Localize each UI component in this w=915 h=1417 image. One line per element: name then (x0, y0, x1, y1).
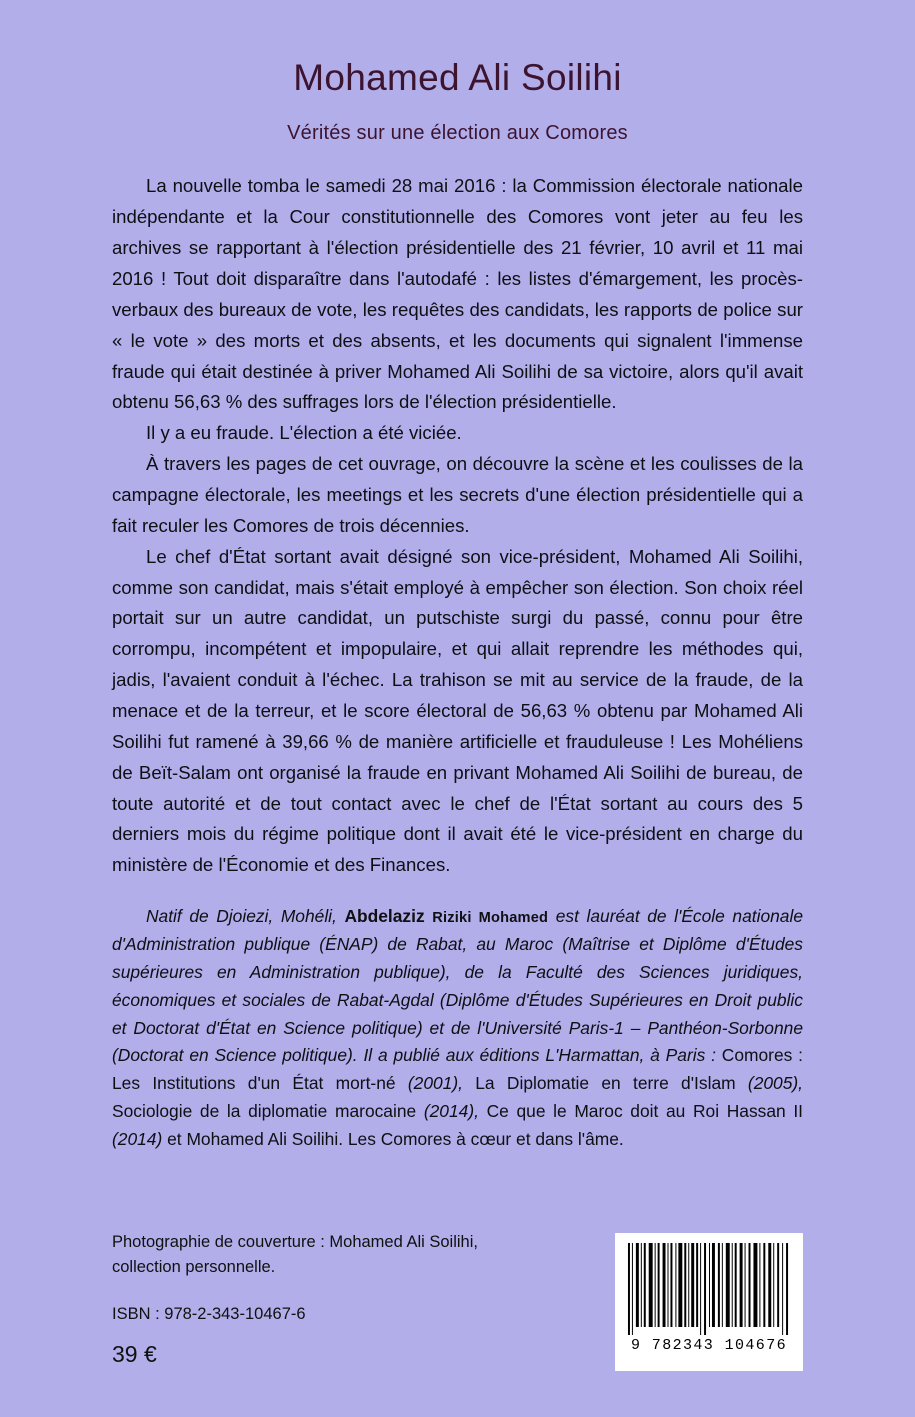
bio-continuation: est lauréat de l'École nationale d'Administration publique (ÉNAP) de Rabat, au Maroc (Maîtrise et Diplôme d'Études supérieures en Administration publique), de la Faculté des Sciences juridiques, économiques et sociales de Rabat-Agdal (Diplôme d'Études Supérieures en Droit public et Doctorat d'État en Science politique) et de l'Université Paris-1 – Panthéon-Sorbonne (Doctorat en Science politique). Il a publié aux éditions L'Harmattan, à Paris : (112, 906, 803, 1066)
cover-photo-credit-line2: collection personnelle. (112, 1258, 276, 1276)
blurb-paragraph: La nouvelle tomba le samedi 28 mai 2016 : la Commission électorale nationale indépendante et la Cour constitutionnelle des Comores vont jeter au feu les archives se rapportant à l'élection présidentielle des 21 février, 10 avril et 11 mai 2016 ! Tout doit disparaître dans l'autodafé : les listes d'émargement, les procès-verbaux des bureaux de vote, les requêtes des candidats, les rapports de police sur « le vote » des morts et des absents, et les documents qui signalent l'immense fraude qui était destinée à priver Mohamed Ali Soilihi de sa victoire, alors qu'il avait obtenu 56,63 % des suffrages lors de l'élection présidentielle. (112, 175, 803, 413)
work-year: (2005), (735, 1073, 804, 1094)
blurb-text (112, 171, 803, 881)
work-title: La Diplomatie en terre d'Islam (475, 1073, 736, 1094)
author-name (344, 906, 548, 926)
page-subtitle: Vérités sur une élection aux Comores (287, 122, 628, 145)
work-year: (2001), (395, 1073, 476, 1094)
blurb-paragraph: À travers les pages de cet ouvrage, on découvre la scène et les coulisses de la campagne électorale, les meetings et les secrets d'une élection présidentielle qui a fait reculer les Comores de trois décennies. (112, 453, 803, 536)
author-last-name: Riziki Mohamed (432, 910, 549, 927)
work-year: (2014), (416, 1101, 487, 1122)
blurb-paragraph: Le chef d'État sortant avait désigné son vice-président, Mohamed Ali Soilihi, comme son candidat, mais s'était employé à empêcher son élection. Son choix réel portait sur un autre candidat, un putschiste surgi du passé, connu pour être corrompu, incompétent et impopulaire, et qui allait reprendre les méthodes qui, jadis, l'avaient conduit à l'échec. La trahison se mit au service de la fraude, de la menace et de la terreur, et le score électoral de 56,63 % obtenu par Mohamed Ali Soilihi fut ramené à 39,66 % de manière artificielle et frauduleuse ! Les Mohéliens de Beït-Salam ont organisé la fraude en privant Mohamed Ali Soilihi de bureau, de toute autorité et de tout contact avec le chef de l'État sortant au cours des 5 derniers mois du régime politique dont il avait été le vice-président en charge du ministère de l'Économie et des Finances. (112, 545, 803, 876)
isbn-text: ISBN : 978-2-343-10467-6 (112, 1304, 306, 1323)
footer (112, 1230, 803, 1371)
work-title: Comores : Les Institutions d'un État mort-né (112, 1045, 804, 1094)
barcode-bars-icon (626, 1243, 792, 1335)
author-bio-paragraph (112, 903, 803, 1154)
cover-photo-credit (112, 1230, 572, 1280)
blurb-paragraph: Il y a eu fraude. L'élection a été viciée. (146, 422, 462, 444)
author-bio (112, 903, 803, 1154)
cover-photo-credit-line1: Photographie de couverture : Mohamed Ali Soilihi, (112, 1233, 478, 1252)
price-text: 39 € (112, 1340, 157, 1367)
work-title: et Mohamed Ali Soilihi. Les Comores à cœur et dans l'âme. (167, 1128, 624, 1149)
bio-intro: Natif de Djoiezi, Mohéli, (146, 906, 345, 927)
barcode (615, 1233, 803, 1371)
work-title: Sociologie de la diplomatie marocaine (112, 1101, 417, 1122)
work-year: (2014) (112, 1128, 168, 1149)
page-title: Mohamed Ali Soilihi (293, 57, 622, 98)
work-title: Ce que le Maroc doit au Roi Hassan II (486, 1101, 803, 1122)
barcode-number: 9 782343 104676 (630, 1337, 788, 1354)
author-first-name: Abdelaziz (344, 906, 433, 927)
